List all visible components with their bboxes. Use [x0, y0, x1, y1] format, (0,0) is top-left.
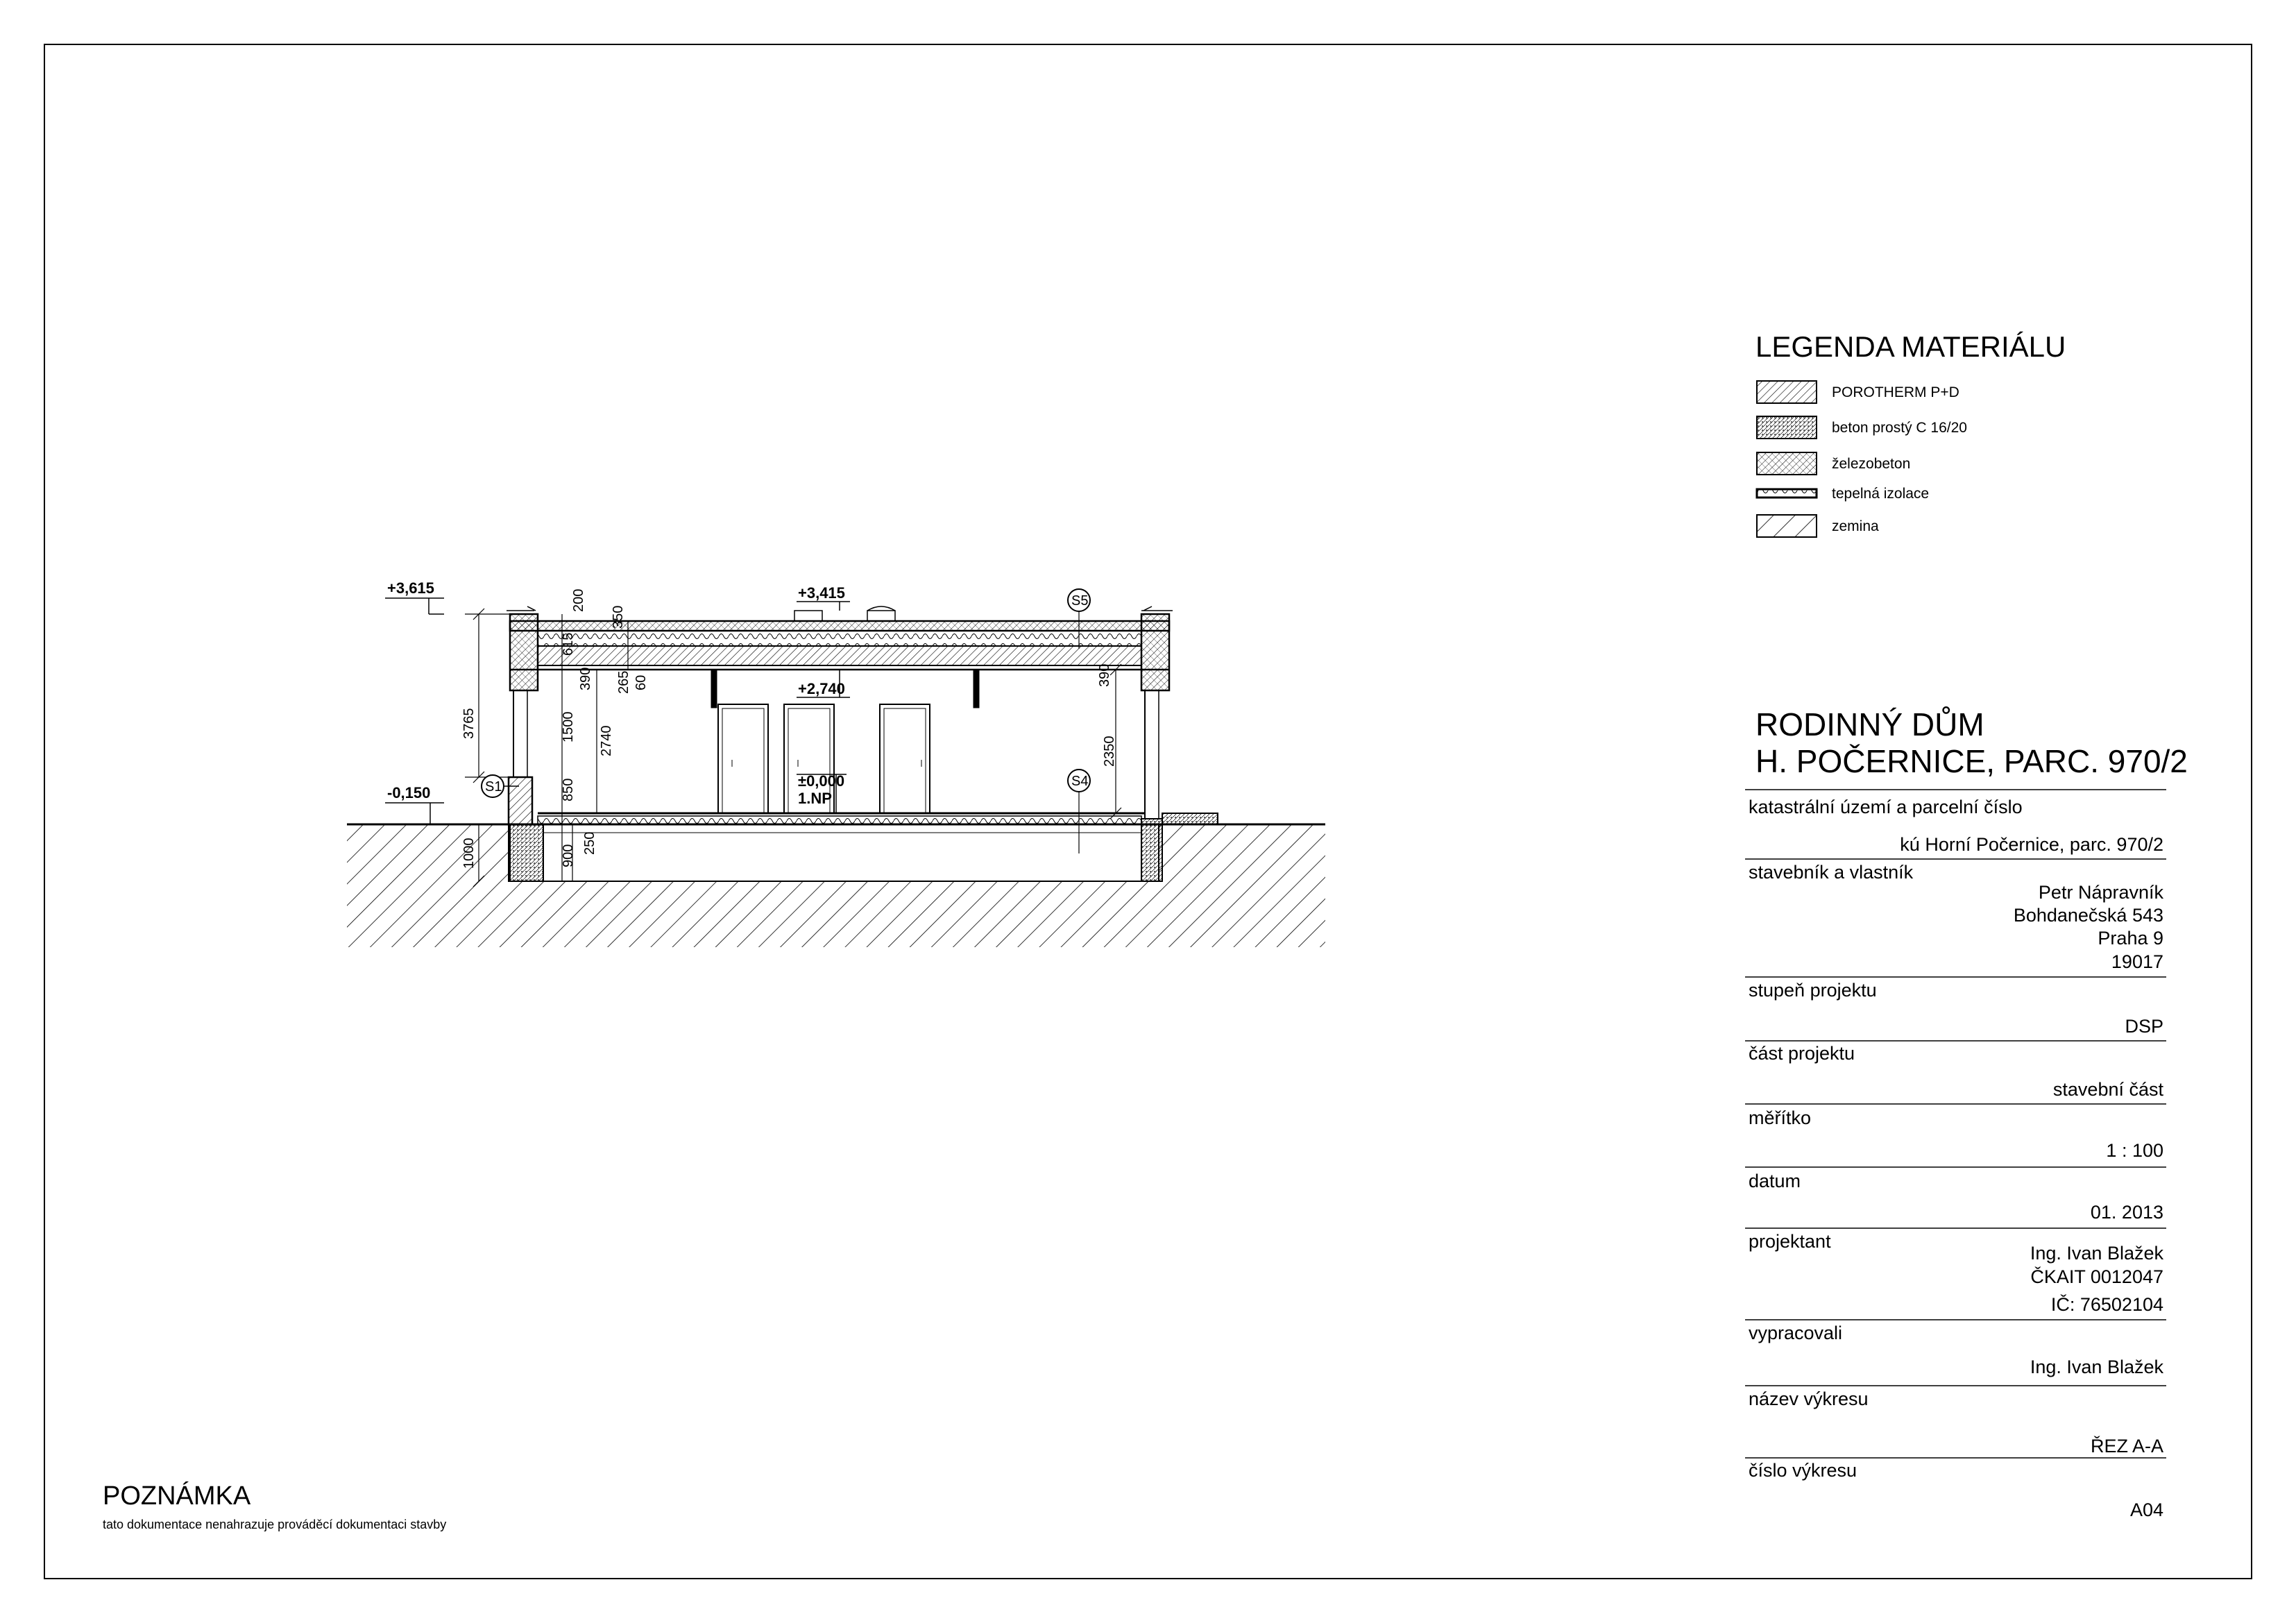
legend-title: LEGENDA MATERIÁLU	[1755, 330, 2066, 363]
level-label: -0,150	[387, 784, 431, 801]
dimension-label: 60	[633, 674, 649, 690]
legend-swatch-insulation	[1757, 489, 1817, 498]
ground-soil	[347, 824, 1325, 947]
project-title-line1: RODINNÝ DŮM	[1755, 706, 1984, 742]
section-marker-label: S5	[1071, 593, 1089, 609]
dimension-label: 390	[578, 667, 593, 690]
legend-item	[1757, 416, 1967, 439]
prepared-value: Ing. Ivan Blažek	[2030, 1357, 2163, 1377]
level-marker	[385, 598, 444, 614]
prepared-label: vypracovali	[1749, 1323, 1843, 1343]
partition-beam	[973, 670, 979, 708]
dimension-label: 3765	[461, 708, 477, 739]
part-value: stavební část	[2052, 1079, 2163, 1100]
dimension-label: 1000	[461, 838, 477, 869]
level-label: 1.NP	[798, 790, 832, 807]
level-marker	[797, 602, 850, 611]
level-label: ±0,000	[798, 772, 845, 790]
dimension-label: 850	[561, 778, 576, 801]
drawing-number-label: číslo výkresu	[1749, 1460, 1857, 1481]
partition-beam	[711, 670, 717, 708]
left-parapet	[510, 614, 538, 690]
section-marker-label: S4	[1071, 774, 1089, 789]
roof-arrow	[507, 606, 536, 611]
level-label: +3,615	[387, 579, 434, 597]
legend-item	[1757, 381, 1959, 403]
stage-value: DSP	[2125, 1016, 2163, 1037]
legend-label: POROTHERM P+D	[1832, 384, 1959, 400]
dimension-label: 265	[616, 670, 631, 694]
drawing-number-value: A04	[2129, 1499, 2163, 1520]
level-label: +3,415	[798, 584, 845, 602]
note-title: POZNÁMKA	[103, 1481, 251, 1511]
roof-arrow	[1141, 606, 1173, 611]
project-title-line2: H. POČERNICE, PARC. 970/2	[1755, 743, 2188, 779]
section-drawing	[347, 589, 1325, 947]
legend-item	[1757, 486, 1929, 502]
legend-label: železobeton	[1832, 456, 1911, 472]
dimension-label: 2740	[599, 725, 614, 756]
level-marker	[385, 803, 444, 824]
designer-line: ČKAIT 0012047	[2030, 1266, 2163, 1287]
note	[103, 1481, 446, 1531]
right-parapet	[1141, 614, 1169, 690]
legend-swatch-plain-concrete	[1757, 416, 1817, 439]
cadastral-label: katastrální území a parcelní číslo	[1749, 797, 2023, 817]
owner-line: Petr Nápravník	[2038, 882, 2163, 903]
legend-label: beton prostý C 16/20	[1832, 420, 1967, 436]
roof-vents	[794, 606, 895, 621]
dimension-label: 2350	[1102, 736, 1117, 767]
stage-label: stupeň projektu	[1749, 980, 1877, 1001]
scale-label: měřítko	[1749, 1107, 1812, 1128]
designer-line: IČ: 76502104	[2050, 1294, 2163, 1315]
drawing-name-value: ŘEZ A-A	[2090, 1436, 2163, 1456]
date-label: datum	[1749, 1171, 1801, 1191]
designer-label: projektant	[1749, 1231, 1831, 1252]
drawing-name-label: název výkresu	[1749, 1388, 1869, 1409]
interior-door	[880, 704, 930, 813]
date-value: 01. 2013	[2090, 1202, 2163, 1223]
owner-line: 19017	[2111, 951, 2163, 972]
cadastral-value: kú Horní Počernice, parc. 970/2	[1900, 834, 2163, 855]
dimension-label: 900	[561, 844, 576, 867]
legend-label: zemina	[1832, 518, 1879, 534]
dimension-label: 350	[611, 605, 626, 629]
floor-slab	[538, 813, 1145, 833]
interior-door	[718, 704, 768, 813]
dimension-label: 1500	[561, 711, 576, 742]
designer-line: Ing. Ivan Blažek	[2030, 1243, 2163, 1264]
legend-swatch-porotherm	[1757, 381, 1817, 403]
owner-line: Praha 9	[2098, 928, 2163, 949]
section-marker-label: S1	[485, 779, 502, 794]
material-legend	[1755, 330, 2066, 537]
legend-swatch-reinforced-concrete	[1757, 452, 1817, 475]
dimension-label: 390	[1097, 663, 1112, 687]
dimension-label: 200	[571, 588, 586, 612]
legend-item	[1757, 515, 1879, 537]
owner-line: Bohdanečská 543	[2013, 905, 2163, 926]
level-label: +2,740	[798, 680, 845, 697]
roof-slab	[510, 621, 1169, 670]
part-label: část projektu	[1749, 1043, 1855, 1064]
dimension-label: 250	[582, 831, 597, 855]
legend-item	[1757, 452, 1910, 475]
scale-value: 1 : 100	[2106, 1140, 2163, 1161]
note-text: tato dokumentace nenahrazuje prováděcí dokumentaci stavby	[103, 1518, 447, 1531]
owner-label: stavebník a vlastník	[1749, 862, 1914, 883]
title-block	[1745, 706, 2188, 1520]
legend-label: tepelná izolace	[1832, 486, 1930, 502]
legend-swatch-soil	[1757, 515, 1817, 537]
dimension-label: 615	[561, 632, 576, 656]
